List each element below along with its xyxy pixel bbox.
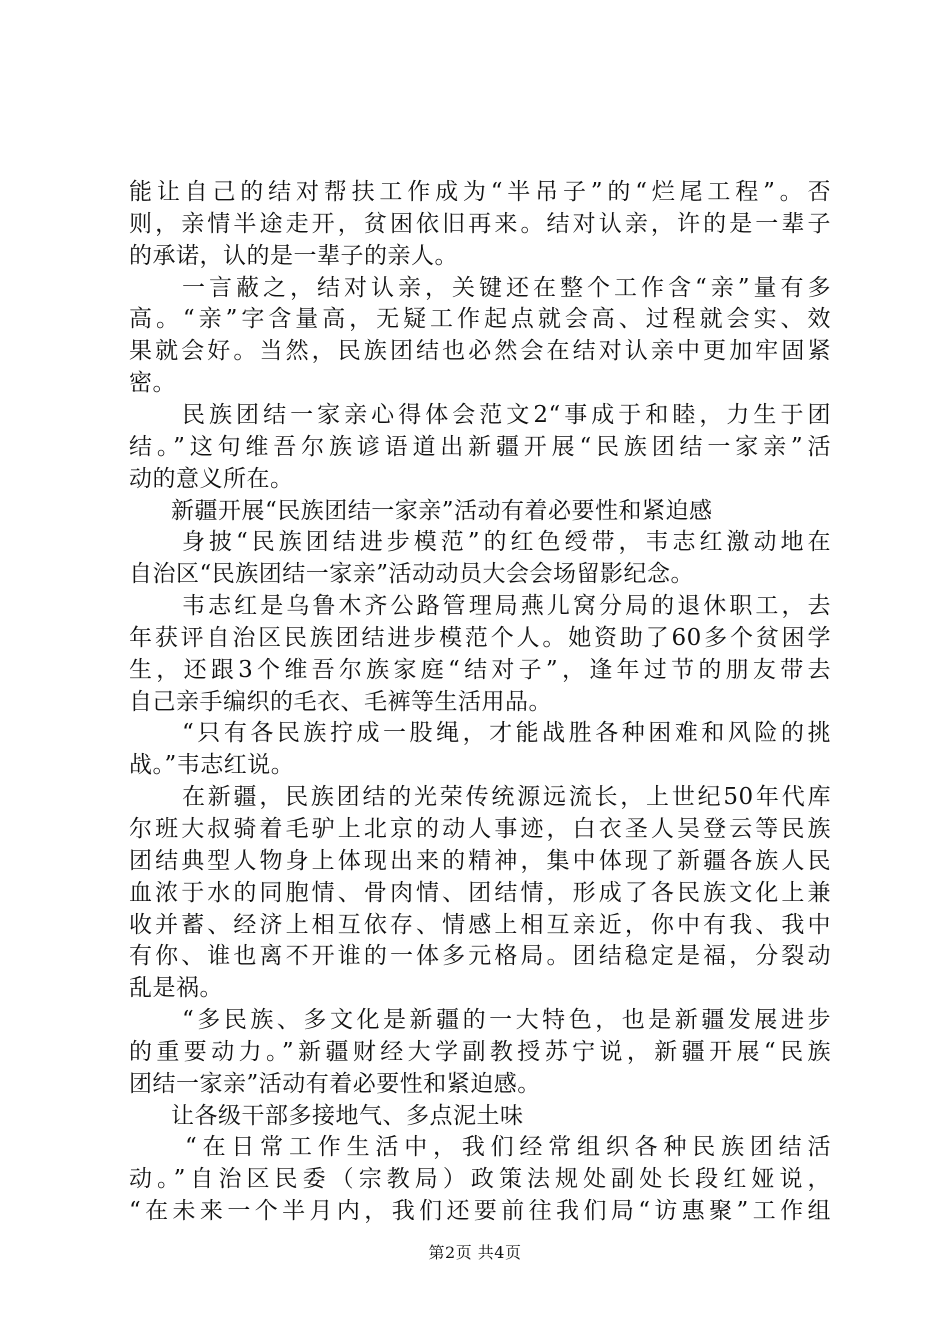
- body-text-line: 能让自己的结对帮扶工作成为“半吊子”的“烂尾工程”。否: [129, 179, 831, 205]
- body-text-line: 身披“民族团结进步模范”的红色绶带，韦志红激动地在: [182, 529, 831, 555]
- body-text-line: “只有各民族拧成一股绳，才能战胜各种困难和风险的挑: [182, 720, 831, 746]
- body-text-line: 韦志红是乌鲁木齐公路管理局燕儿窝分局的退休职工，去: [182, 593, 831, 619]
- body-text-line: 则，亲情半途走开，贫困依旧再来。结对认亲，许的是一辈子: [129, 211, 831, 237]
- body-text-line: 收并蓄、经济上相互依存、情感上相互亲近，你中有我、我中: [129, 912, 831, 938]
- body-text-line: 血浓于水的同胞情、骨肉情、团结情，形成了各民族文化上兼: [129, 880, 831, 906]
- body-text-line: 密。: [129, 370, 176, 396]
- body-text-line: 自己亲手编织的毛衣、毛裤等生活用品。: [129, 689, 552, 715]
- body-text-line: 的重要动力。”新疆财经大学副教授苏宁说，新疆开展“民族: [129, 1039, 831, 1065]
- body-text-line: 团结一家亲”活动有着必要性和紧迫感。: [129, 1071, 541, 1097]
- body-text-line: “在日常工作生活中，我们经常组织各种民族团结活: [185, 1134, 831, 1160]
- body-text-line: “在未来一个半月内，我们还要前往我们局“访惠聚”工作组: [129, 1198, 831, 1224]
- body-text-line: 动的意义所在。: [129, 466, 294, 492]
- body-text-line: 生，还跟3个维吾尔族家庭“结对子”，逢年过节的朋友带去: [129, 657, 831, 683]
- body-text-line: 团结典型人物身上体现出来的精神，集中体现了新疆各族人民: [129, 848, 831, 874]
- page-number-footer: 第2页 共4页: [428, 1243, 522, 1262]
- section-heading: 让各级干部多接地气、多点泥土味: [171, 1103, 524, 1129]
- body-text-line: 战。”韦志红说。: [129, 752, 295, 778]
- body-text-line: 果就会好。当然，民族团结也必然会在结对认亲中更加牢固紧: [129, 338, 831, 364]
- body-text-line: “多民族、多文化是新疆的一大特色，也是新疆发展进步: [182, 1007, 831, 1033]
- body-text-line: 年获评自治区民族团结进步模范个人。她资助了60多个贫困学: [129, 625, 831, 651]
- body-text-line: 动。”自治区民委（宗教局）政策法规处副处长段红娅说，: [129, 1166, 831, 1192]
- section-heading: 新疆开展“民族团结一家亲”活动有着必要性和紧迫感: [171, 498, 713, 524]
- body-text-line: 乱是祸。: [129, 975, 223, 1001]
- body-text-line: 自治区“民族团结一家亲”活动动员大会会场留影纪念。: [129, 561, 695, 587]
- body-text-line: 有你、谁也离不开谁的一体多元格局。团结稳定是福，分裂动: [129, 943, 831, 969]
- body-text-line: 尔班大叔骑着毛驴上北京的动人事迹，白衣圣人吴登云等民族: [129, 816, 831, 842]
- body-text-line: 结。”这句维吾尔族谚语道出新疆开展“民族团结一家亲”活: [129, 434, 831, 460]
- body-text-line: 高。“亲”字含量高，无疑工作起点就会高、过程就会实、效: [129, 306, 831, 332]
- body-text-line: 的承诺，认的是一辈子的亲人。: [129, 243, 458, 269]
- body-text-line: 一言蔽之，结对认亲，关键还在整个工作含“亲”量有多: [182, 275, 831, 301]
- body-text-line: 在新疆，民族团结的光荣传统源远流长，上世纪50年代库: [182, 784, 831, 810]
- body-text-line: 民族团结一家亲心得体会范文2“事成于和睦，力生于团: [182, 402, 831, 428]
